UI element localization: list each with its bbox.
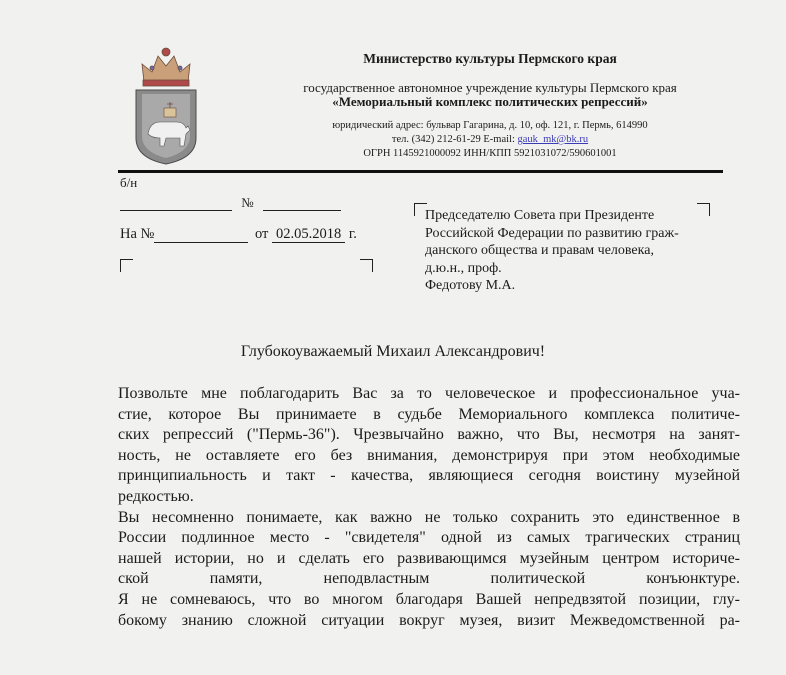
- addressee-block: [425, 207, 679, 295]
- body-line: редкостью.: [118, 487, 194, 505]
- blank-line: [120, 198, 232, 211]
- institution-name: «Мемориальный комплекс политических репрессий»: [332, 94, 648, 109]
- crown-icon: [142, 48, 190, 86]
- addressee-line: Федотову М.А.: [425, 278, 516, 293]
- legal-address: юридический адрес: бульвар Гагарина, д. 10, оф. 121, г. Пермь, 614990: [332, 120, 648, 131]
- body-line: Вы несомненно понимаете, как важно не только сохранить это единственное в: [118, 508, 740, 526]
- bracket-corner: [697, 203, 710, 216]
- contact-line: [240, 134, 740, 145]
- ministry-name: Министерство культуры Пермского края: [363, 51, 617, 66]
- letter-date: 02.05.2018: [272, 226, 345, 243]
- body-line: ской памяти, неподвластным политической конъюнктуре.: [118, 570, 740, 588]
- body-line: нашей истории, но и сделать его развивающимся музейным центром историче-: [118, 549, 740, 567]
- perm-coat-of-arms-icon: [130, 42, 202, 166]
- blank-line: [154, 230, 248, 243]
- incoming-number-label: На №: [120, 226, 155, 242]
- body-line: бокому знанию сложной ситуации вокруг музея, визит Межведомственной ра-: [118, 611, 740, 629]
- salutation: Глубокоуважаемый Михаил Александрович!: [240, 343, 546, 360]
- phone-text: тел. (342) 212-61-29 E-mail:: [391, 134, 518, 145]
- year-suffix: г.: [348, 226, 357, 242]
- institution-type: государственное автономное учреждение культуры Пермского края: [303, 80, 677, 95]
- addressee-line: Российской Федерации по развитию граж-: [425, 225, 679, 241]
- addressee-line: Председателю Совета при Президенте: [425, 208, 655, 223]
- blank-line: [263, 198, 341, 211]
- bracket-corner: [360, 259, 373, 272]
- addressee-line: данского общества и правам человека,: [425, 243, 654, 258]
- body-line: стие, которое Вы принимаете в судьбе Мемориального комплекса политиче-: [118, 405, 740, 423]
- incoming-ref-line: [120, 226, 357, 243]
- body-line: России подлинное место - "свидетеля" одной из самых трагических страниц: [118, 529, 740, 547]
- body-line: ность, не оставляете его без внимания, демонстрируя при этом необходимые: [118, 446, 740, 464]
- body-line: Я не сомневаюсь, что во многом благодаря Вашей непредвзятой позиции, глу-: [118, 590, 740, 608]
- email-link[interactable]: gauk_mk@bk.ru: [517, 134, 589, 145]
- header-divider: [118, 170, 723, 173]
- date-label: от: [255, 226, 269, 242]
- bracket-corner: [120, 259, 133, 272]
- letter-body: [118, 384, 740, 631]
- addressee-line: д.ю.н., проф.: [425, 260, 502, 276]
- outgoing-ref-line: [120, 195, 341, 211]
- body-line: Позвольте мне поблагодарить Вас за то человеческое и профессиональное уча-: [118, 385, 740, 402]
- outgoing-number: б/н: [120, 175, 138, 190]
- registration-numbers: ОГРН 1145921000092 ИНН/КПП 5921031072/590601001: [363, 148, 617, 159]
- number-sign: №: [241, 195, 254, 210]
- body-line: принципиальность и такт - качества, являющиеся сегодня воистину музейной: [118, 467, 740, 485]
- body-line: ских репрессий ("Пермь-36"). Чрезвычайно важно, что Вы, несмотря на занят-: [118, 426, 740, 444]
